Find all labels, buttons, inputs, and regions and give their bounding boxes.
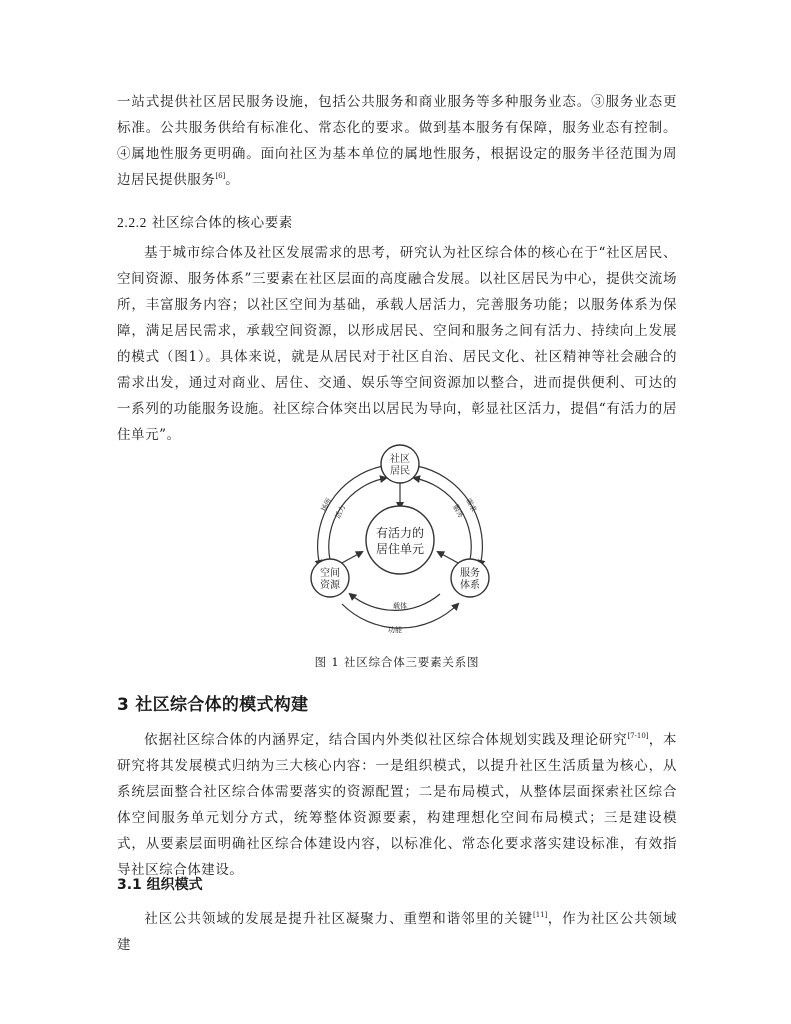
citation-6[interactable]: [6] [215,172,226,180]
label-left-inner: 活力 [333,503,348,520]
section-number: 2.2.2 [117,215,147,230]
svg-text:资源: 资源 [320,580,340,591]
section-title: 社区综合体的核心要素 [151,215,293,231]
center-node [366,506,434,574]
section-3-paragraph: 依据社区综合体的内涵界定，结合国内外类似社区综合体规划实践及理论研究[7-10]，本研究将其发展模式归纳为三大核心内容：一是组织模式，以提升社区生活质量为核心，从系统层面整合社区综合体需要落实的资源配置；二是布局模式，从整体层面探索社区综合体空间服务单元划分方式，统筹整体资源要素，构建理想化空间布局模式；三是建设模式，从要素层面明确社区综合体建设内容，以标准化、常态化要求落实建设标准，有效指导社区综合体建设。 [117,732,677,878]
svg-text:体系: 体系 [460,580,480,591]
citation-11[interactable]: [11] [533,911,548,919]
section-3-1-heading: 3.1 组织模式 [117,877,203,893]
svg-text:服务: 服务 [460,568,480,579]
svg-text:居民: 居民 [390,466,410,477]
section-2-2-2-paragraph [117,240,677,448]
label-bottom-outer: 功能 [388,626,402,634]
section-3-1-paragraph: 社区公共领域的发展是提升社区凝聚力、重塑和谐邻里的关键[11]，作为社区公共领域建 [117,911,677,953]
intro-text: 一站式提供社区居民服务设施，包括公共服务和商业服务等多种服务业态。③服务业态更标准。公共服务供给有标准化、常态化的要求。做到基本服务有保障，服务业态有控制。④属地性服务更明确。面向社区为基本单位的属地性服务，根据设定的服务半径范围为周边居民提供服务 [117,94,677,188]
section-2-2-2-heading [117,211,677,231]
label-left-outer: 场所 [319,496,334,513]
label-right-outer: 需求 [464,497,478,514]
figure-1-diagram [290,438,510,638]
svg-text:空间: 空间 [320,568,340,579]
connector-left [340,552,362,564]
label-right-inner: 服务 [451,503,465,520]
svg-text:社区: 社区 [390,454,410,465]
intro-paragraph: 一站式提供社区居民服务设施，包括公共服务和商业服务等多种服务业态。③服务业态更标准。公共服务供给有标准化、常态化的要求。做到基本服务有保障，服务业态有控制。④属地性服务更明确。面向社区为基本单位的属地性服务，根据设定的服务半径范围为周边居民提供服务[6]。 [117,94,677,188]
section-3-heading: 3 社区综合体的模式构建 [117,695,309,715]
citation-7-10[interactable]: [7-10] [627,732,649,740]
center-label-1: 有活力的 [375,526,425,540]
center-label-2: 居住单元 [375,542,425,556]
connector-right [438,552,460,564]
figure-1-caption: 图 1 社区综合体三要素关系图 [314,655,480,669]
body-text: 基于城市综合体及社区发展需求的思考，研究认为社区综合体的核心在于“社区居民、空间资源、服务体系”三要素在社区层面的高度融合发展。以社区居民为中心，提供交流场所，丰富服务内容；以社区空间为基础，承载人居活力，完善服务功能；以服务体系为保障，满足居民需求，承载空间资源，以形成居民、空间和服务之间有活力、持续向上发展的模式（图1）。具体来说，就是从居民对于社区自治、居民文化、社区精神等社会融合的需求出发，通过对商业、居住、交通、娱乐等空间资源加以整合，进而提供便利、可达的一系列的功能服务设施。社区综合体突出以居民为导向，彰显社区活力，提倡“有活力的居住单元”。 [117,245,677,443]
label-bottom-inner: 载体 [393,602,407,610]
